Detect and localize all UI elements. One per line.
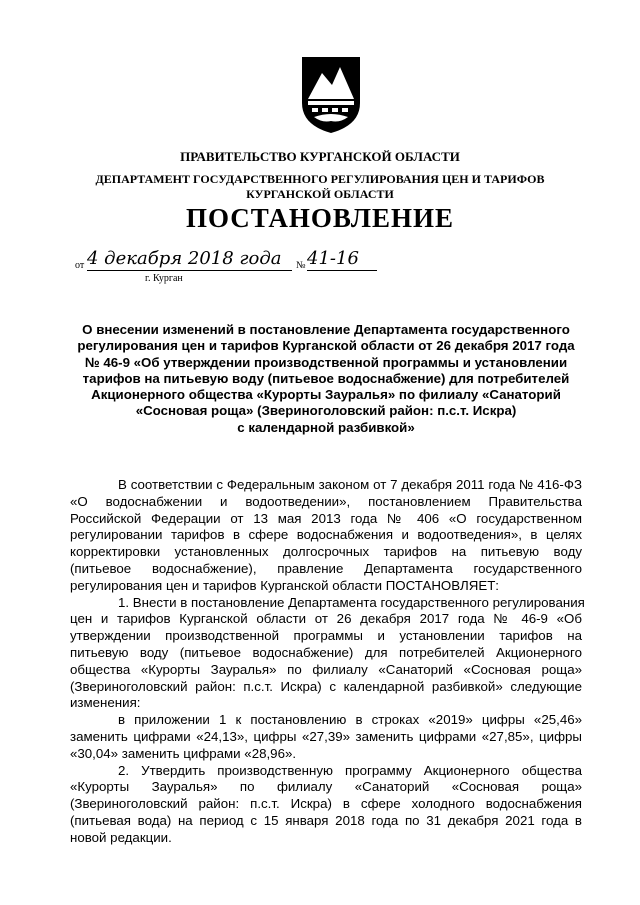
subject-line: тарифов на питьевую воду (питьевое водоснабжение) для потребителей [82, 370, 570, 386]
body-line: 2. Утвердить производственную программу Акционерного общества [118, 762, 582, 778]
government-name: ПРАВИТЕЛЬСТВО КУРГАНСКОЙ ОБЛАСТИ [180, 149, 460, 164]
body-line: (питьевое водоснабжение), правление Департамента государственного [70, 560, 582, 576]
city-label: г. Курган [145, 273, 183, 284]
body-line: «О водоснабжении и водоотведении», постановлением Правительства [70, 493, 582, 509]
subject-line: «Сосновая роща» (Звериноголовский район: п.с.т. Искра) [135, 403, 517, 419]
subject-line: с календарной разбивкой» [237, 419, 415, 435]
body-line: цен и тарифов Курганской области от 26 декабря 2017 года № 46-9 «Об [70, 611, 582, 627]
body-line: изменения: [70, 695, 141, 711]
department-line: ДЕПАРТАМЕНТ ГОСУДАРСТВЕННОГО РЕГУЛИРОВАНИЯ ЦЕН И ТАРИФОВ [95, 172, 545, 186]
document-body [70, 477, 585, 847]
subject-heading [70, 322, 582, 436]
handwritten-number: 41-16 [307, 248, 377, 271]
coat-of-arms-icon [300, 55, 362, 135]
body-line: утверждении производственной программы и установлении тарифов на [70, 628, 582, 644]
body-line: (Звериноголовский район: п.с.т. Искра) с календарной разбивкой» следующие [70, 678, 582, 694]
body-line: регулировании тарифов в сфере водоснабжения и водоотведения», в целях [70, 527, 582, 543]
body-line: корректировки установленных долгосрочных тарифов на питьевую воду [70, 544, 582, 560]
body-line: «30,04» заменить цифрами «28,96». [70, 745, 297, 761]
subject-line: О внесении изменений в постановление Департамента государственного [82, 322, 570, 337]
body-line: питьевую воду (питьевое водоснабжение) для потребителей Акционерного [70, 644, 582, 660]
handwritten-date: 4 декабря 2018 года [87, 248, 292, 271]
body-line: В соответствии с Федеральным законом от 7 декабря 2011 года № 416-ФЗ [118, 477, 582, 492]
body-line: в приложении 1 к постановлению в строках «2019» цифры «25,46» [118, 712, 582, 728]
body-line: (Звериноголовский район: п.с.т. Искра) в сфере холодного водоснабжения [70, 796, 582, 812]
subject-line: Акционерного общества «Курорты Зауралья» по филиалу «Санаторий [91, 387, 561, 403]
department-name [80, 172, 560, 202]
from-label: от [75, 260, 85, 271]
body-line: Российской Федерации от 13 мая 2013 года № 406 «О государственном [70, 510, 582, 526]
body-line: общества «Курорты Зауралья» по филиалу «Санаторий «Сосновая роща» [70, 661, 582, 677]
body-line: новой редакции. [70, 829, 172, 845]
body-line: (питьевая вода) на период с 15 января 2018 года по 31 декабря 2021 года в [70, 812, 582, 828]
subject-line: регулирования цен и тарифов Курганской области от 26 декабря 2017 года [77, 338, 575, 354]
body-line: 1. Внести в постановление Департамента государственного регулирования [118, 594, 585, 610]
body-line: «Курорты Зауралья» по филиалу «Санаторий «Сосновая роща» [70, 779, 582, 795]
body-line: регулирования цен и тарифов Курганской области ПОСТАНОВЛЯЕТ: [70, 577, 500, 593]
document-type-title: ПОСТАНОВЛЕНИЕ [185, 203, 455, 233]
number-label: № [296, 260, 306, 271]
body-line: заменить цифрами «24,13», цифры «27,39» заменить цифрами «27,85», цифры [70, 728, 582, 744]
dateline [75, 248, 375, 288]
subject-line: № 46-9 «Об утверждении производственной программы и установлении [84, 354, 568, 370]
department-line: КУРГАНСКОЙ ОБЛАСТИ [246, 187, 394, 201]
